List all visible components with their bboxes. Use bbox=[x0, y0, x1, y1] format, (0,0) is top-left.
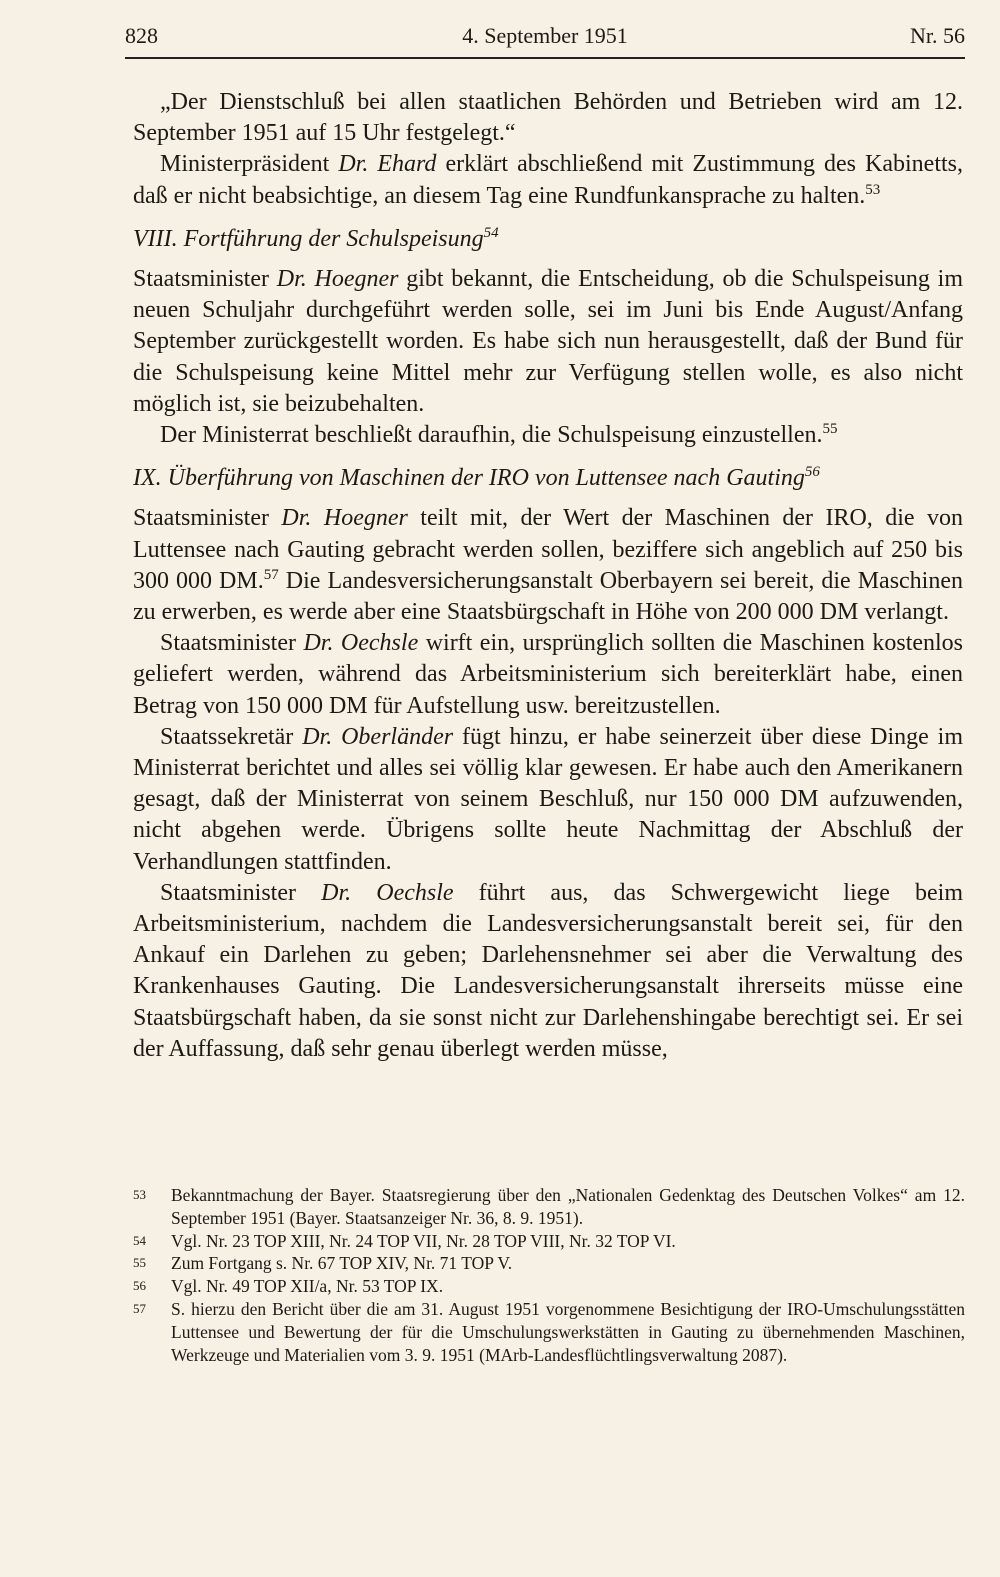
paragraph: Staatsminister Dr. Hoegner teilt mit, der Wert der Maschinen der IRO, die von Luttensee nach Gauting gebracht werden sollen, beziffere sich angeblich auf 250 bis 300 000 DM.$^{57}$ Die Landesversicherungsanstalt Oberbayern sei bereit, die Maschinen zu erwerben, es werde aber eine Staatsbürgschaft in Höhe von 200 000 DM verlangt. bbox=[133, 505, 964, 626]
footnote-number: 53 bbox=[133, 1187, 146, 1202]
footnote-ref: 55 bbox=[822, 421, 838, 438]
paragraph: Staatsminister Dr. Oechsle führt aus, das Schwergewicht liege beim Arbeitsministerium, nachdem die Landesversicherungsanstalt bereit sei, für den Ankauf ein Darlehen zu geben; Darlehensnehmer sei aber die Verwaltung des Krankenhauses Gauting. Die Landesversicherungsanstalt ihrerseits müsse eine Staatsbürgschaft haben, da sie sonst nicht zur Darlehenshingabe berechtigt sei. Er sei der Auffassung, daß sehr genau überlegt werden müsse, bbox=[133, 879, 964, 1062]
footnote-text: Bekanntmachung der Bayer. Staatsregierung über den „Nationalen Gedenktag des Deutschen Volkes“ am 12. September 1951 (Bayer. Staatsanzeiger Nr. 36, 8. 9. 1951). bbox=[171, 1185, 965, 1228]
footnote bbox=[133, 1275, 965, 1298]
footnote-number: 55 bbox=[133, 1255, 146, 1271]
person-name: Dr. Oechsle bbox=[303, 630, 419, 657]
person-name: Dr. Hoegner bbox=[276, 266, 399, 293]
footnote-text: Vgl. Nr. 49 TOP XII/a, Nr. 53 TOP IX. bbox=[171, 1276, 444, 1297]
header-date: 4. September 1951 bbox=[462, 23, 628, 48]
person-name: Dr. Ehard bbox=[338, 151, 437, 178]
footnote-number: 56 bbox=[133, 1278, 146, 1294]
person-name: Dr. Oberländer bbox=[302, 723, 454, 750]
main-text bbox=[133, 87, 963, 1065]
footnotes bbox=[133, 1184, 965, 1366]
section-heading: IX. Überführung von Maschinen der IRO von Luttensee nach Gauting$^{56}$ bbox=[133, 464, 820, 492]
paragraph: „Der Dienstschluß bei allen staatlichen Behörden und Betrieben wird am 12. September 1951 auf 15 Uhr festgelegt.“ bbox=[133, 89, 963, 147]
footnote bbox=[133, 1252, 965, 1275]
person-name: Dr. Oechsle bbox=[321, 879, 454, 906]
footnote-number: 57 bbox=[133, 1300, 146, 1316]
person-name: Dr. Hoegner bbox=[281, 505, 408, 532]
footnote bbox=[133, 1184, 965, 1230]
paragraph: Staatsminister Dr. Oechsle wirft ein, ursprünglich sollten die Maschinen kostenlos geliefert werden, während das Arbeitsministerium sich bereiterklärt habe, einen Betrag von 150 000 DM für Aufstellung usw. bereitzustellen. bbox=[133, 630, 964, 719]
paragraph: Staatssekretär Dr. Oberländer fügt hinzu, er habe seinerzeit über diese Dinge im Ministerrat berichtet und alles sei völlig klar gewesen. Er habe auch den Amerikanern gesagt, daß der Ministerrat von seinem Beschluß, nur 150 000 DM aufzuwenden, nicht abgehen werde. Übrigens sollte heute Nachmittag der Abschluß der Verhandlungen stattfinden. bbox=[133, 723, 964, 875]
footnote-ref: 56 bbox=[804, 464, 820, 481]
running-header bbox=[125, 18, 965, 54]
footnote-ref: 54 bbox=[483, 224, 499, 241]
footnote-text: S. hierzu den Bericht über die am 31. August 1951 vorgenommene Besichtigung der IRO-Umschulungsstätten Luttensee und Bewertung der für die Umschulungswerkstätten in Gauting zu übernehmenden Maschinen, Werkzeuge und Materialien vom 3. 9. 1951 (MArb-Landesflüchtlingsverwaltung 2087). bbox=[171, 1298, 965, 1365]
footnote-text: Vgl. Nr. 23 TOP XIII, Nr. 24 TOP VII, Nr. 28 TOP VIII, Nr. 32 TOP VI. bbox=[171, 1230, 676, 1251]
footnote-ref: 53 bbox=[865, 181, 881, 198]
footnote bbox=[133, 1230, 965, 1253]
page-number: 828 bbox=[125, 23, 158, 48]
footnote bbox=[133, 1298, 965, 1366]
footnote-number: 54 bbox=[133, 1232, 146, 1248]
section-heading: VIII. Fortführung der Schulspeisung$^{54}$ bbox=[133, 224, 499, 252]
header-rule bbox=[125, 57, 965, 59]
issue-number: Nr. 56 bbox=[910, 23, 965, 48]
paragraph: Der Ministerrat beschließt daraufhin, die Schulspeisung einzustellen.$^{55}$ bbox=[160, 421, 838, 449]
footnote-text: Zum Fortgang s. Nr. 67 TOP XIV, Nr. 71 TOP V. bbox=[171, 1253, 513, 1274]
footnote-ref: 57 bbox=[263, 566, 279, 583]
paragraph: Ministerpräsident Dr. Ehard erklärt abschließend mit Zustimmung des Kabinetts, daß er nicht beabsichtige, an diesem Tag eine Rundfunkansprache zu halten.$^{53}$ bbox=[133, 151, 963, 209]
paragraph: Staatsminister Dr. Hoegner gibt bekannt, die Entscheidung, ob die Schulspeisung im neuen Schuljahr durchgeführt werden solle, sei im Juni bis Ende August/Anfang September zurückgestellt worden. Es habe sich nun herausgestellt, daß der Bund für die Schulspeisung keine Mittel mehr zur Verfügung stellen wolle, es also nicht möglich ist, sie beizubehalten. bbox=[133, 266, 963, 417]
